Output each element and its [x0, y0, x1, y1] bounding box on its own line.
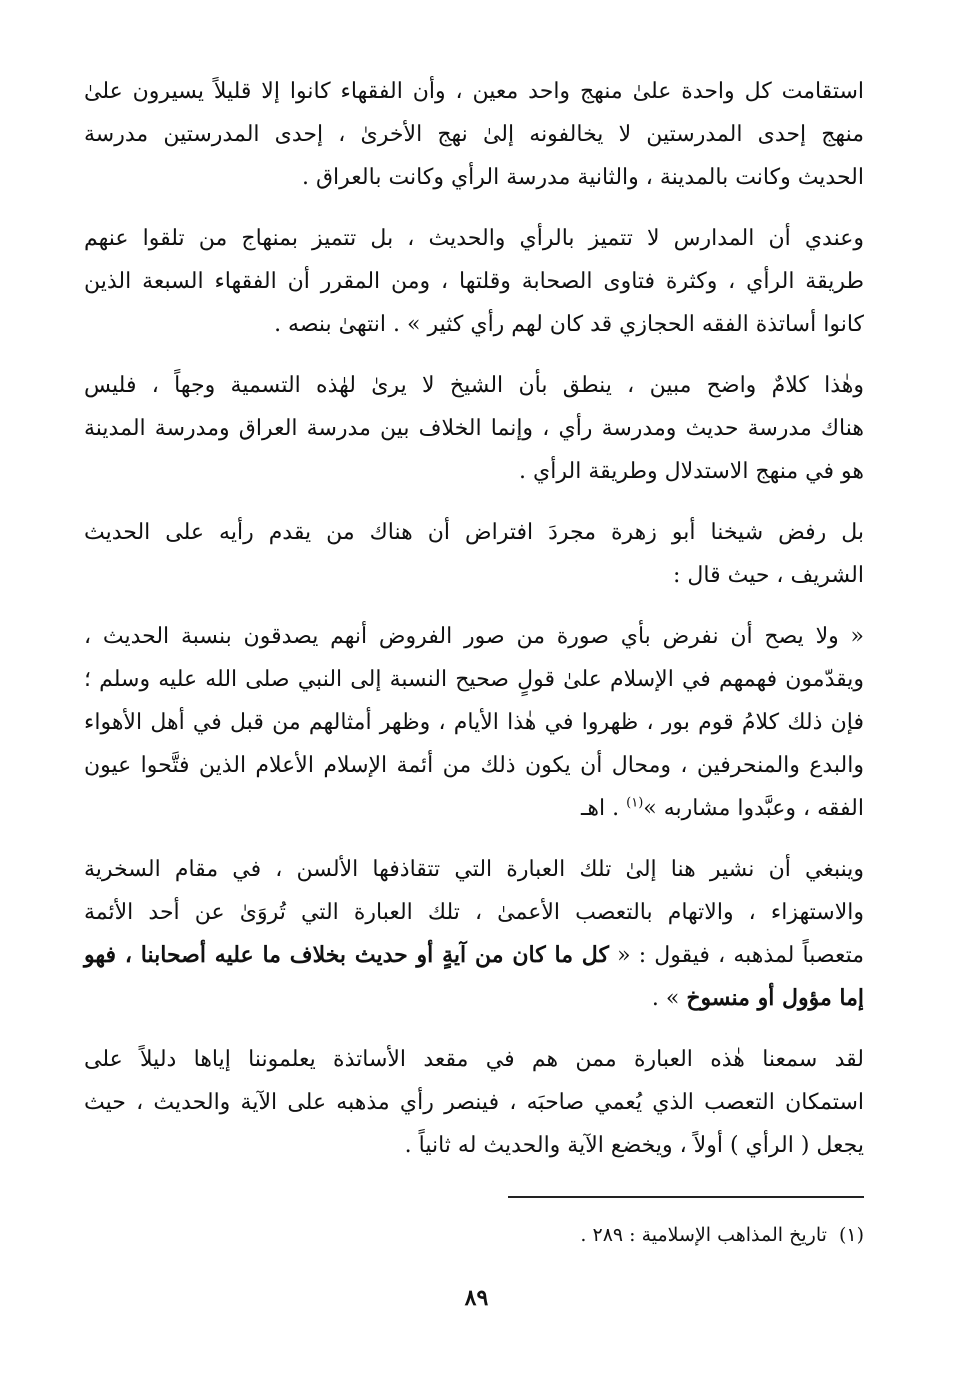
- text-segment: » .: [651, 986, 687, 1011]
- text-line: وينبغي أن نشير هنا إلىٰ تلك العبارة التي تتقاذفها الألسن ، في مقام السخرية: [84, 857, 865, 882]
- text-line: وعندي أن المدارس لا تتميز بالرأي والحديث ، بل تتميز بمنهاج من تلقوا عنهم: [84, 226, 864, 251]
- footnote-divider: [508, 1196, 864, 1198]
- text-line: [84, 934, 864, 977]
- text-segment: . اهـ: [580, 796, 627, 821]
- text-line: ويقدّمون فهمهم في الإسلام علىٰ قولٍ صحيح النسبة إلى النبي صلى الله عليه وسلم ؛: [84, 667, 864, 692]
- text-segment: متعصباً لمذهبه ، فيقول : «: [608, 943, 864, 968]
- paragraph-4: [84, 511, 864, 597]
- paragraph-3: [84, 364, 864, 493]
- paragraph-1: [84, 70, 864, 199]
- bold-quote: كل ما كان من آيةٍ أو حديث بخلاف ما عليه أصحابنا ، فهو: [84, 942, 609, 968]
- text-line: فإن ذلك كلامُ قوم بور ، ظهروا في هٰذا الأيام ، وظهر أمثالهم من قبل في أهل الأهواء: [84, 710, 864, 735]
- bold-quote: إما مؤول أو منسوخ: [686, 985, 864, 1011]
- text-line: وهٰذا كلامٌ واضح مبين ، ينطق بأن الشيخ لا يرىٰ لهٰذه التسمية وجهاً ، فليس: [84, 373, 864, 398]
- footnote-reference[interactable]: (١): [626, 795, 644, 811]
- text-line: لقد سمعنا هٰذه العبارة ممن هم في مقعد الأساتذة يعلموننا إياها دليلاً على: [84, 1047, 864, 1072]
- text-segment: الفقه ، وعبَّدوا مشاربه »: [643, 796, 864, 821]
- text-line: [84, 787, 864, 830]
- text-line: يجعل ( الرأي ) أولاً ، ويخضع الآية والحديث له ثانياً .: [404, 1133, 864, 1158]
- page-body: [84, 70, 864, 1185]
- text-line: « ولا يصح أن نفرض بأي صورة من صور الفروض أنهم يصدقون بنسبة الحديث ،: [84, 624, 864, 649]
- page-number: ٨٩: [464, 1285, 489, 1311]
- quotation-paragraph: [84, 615, 864, 830]
- text-line: الحديث وكانت بالمدينة ، والثانية مدرسة الرأي وكانت بالعراق .: [302, 165, 864, 190]
- paragraph-7: [84, 1038, 864, 1167]
- footnote: [364, 1221, 864, 1249]
- text-line: طريقة الرأي ، وكثرة فتاوى الصحابة وقلتها ، ومن المقرر أن الفقهاء السبعة الذين: [84, 269, 864, 294]
- footnote-number: (١): [838, 1224, 864, 1246]
- text-line: الشريف ، حيث قال :: [672, 563, 864, 588]
- text-line: بل رفض شيخنا أبو زهرة مجردَ افتراض أن هناك من يقدم رأيه على الحديث: [84, 520, 864, 545]
- text-line: استمكان التعصب الذي يُعمي صاحبَه ، فينصر رأي مذهبه على الآية والحديث ، حيث: [84, 1090, 864, 1115]
- text-line: [84, 977, 864, 1020]
- text-line: هو في منهج الاستدلال وطريقة الرأي .: [519, 459, 864, 484]
- text-line: والبدع والمنحرفين ، ومحال أن يكون ذلك من أئمة الإسلام الأعلام الذين فتَّحوا عيون: [84, 753, 864, 778]
- footnote-text: تاريخ المذاهب الإسلامية : ٢٨٩ .: [580, 1224, 827, 1246]
- paragraph-2: [84, 217, 864, 346]
- text-line: هناك مدرسة حديث ومدرسة رأي ، وإنما الخلاف بين مدرسة العراق ومدرسة المدينة: [84, 416, 864, 441]
- text-line: منهج إحدى المدرستين لا يخالفونه إلىٰ نهج الأخرىٰ ، إحدى المدرستين مدرسة: [84, 122, 864, 147]
- text-line: والاستهزاء ، والاتهام بالتعصب الأعمىٰ ، تلك العبارة التي تُروَىٰ عن أحد الأئمة: [84, 900, 864, 925]
- paragraph-6: [84, 848, 864, 1020]
- text-line: كانوا أساتذة الفقه الحجازي قد كان لهم رأي كثير » . انتهىٰ بنصه .: [274, 312, 864, 337]
- text-line: استقامت كل واحدة علىٰ منهج واحد معين ، وأن الفقهاء كانوا إلا قليلاً يسيرون علىٰ: [84, 79, 864, 104]
